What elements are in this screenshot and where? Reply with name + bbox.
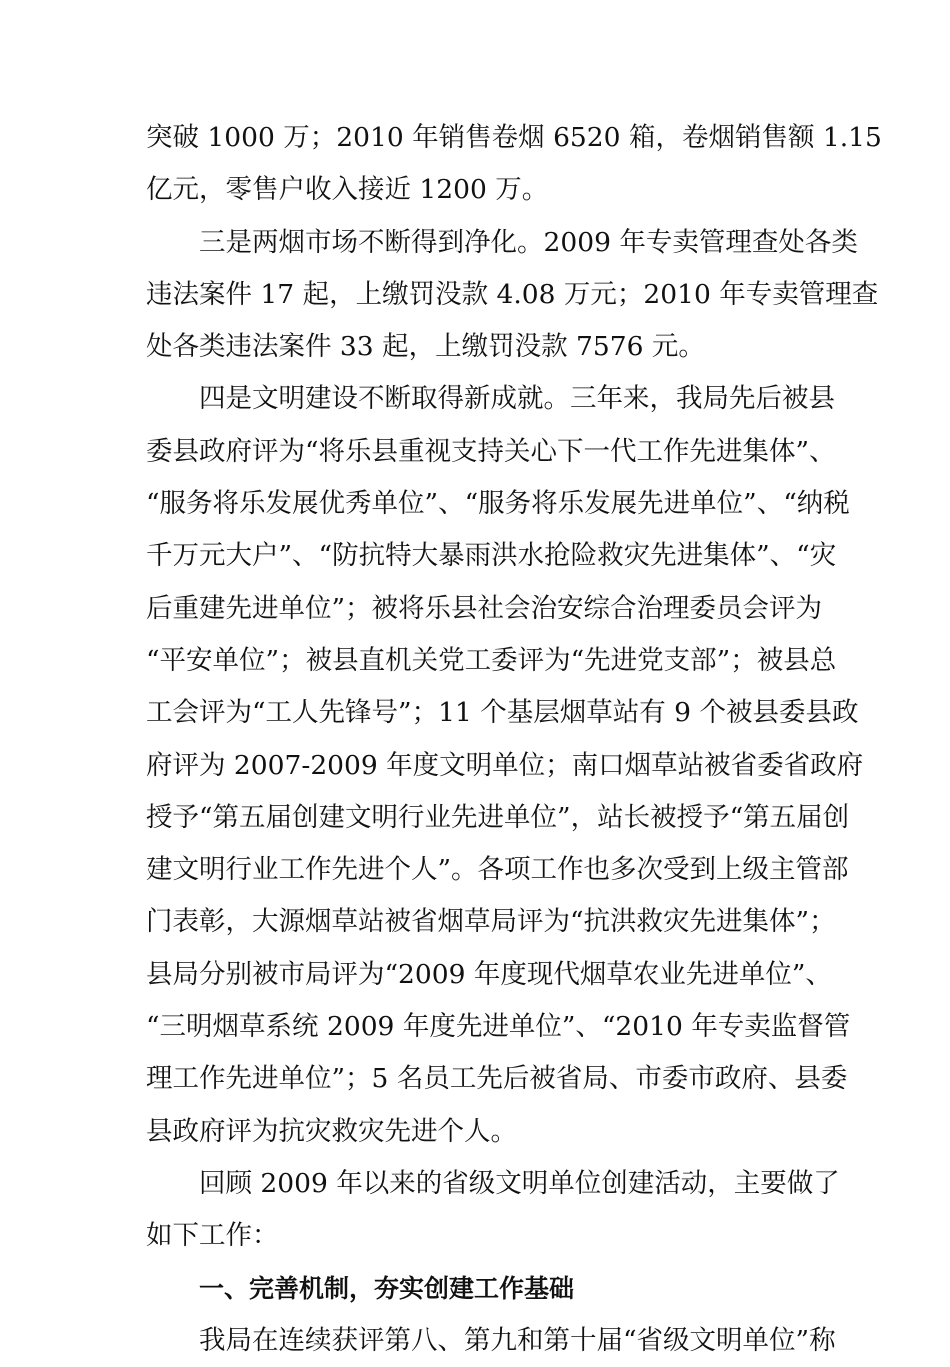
text-line-14: 授予“第五届创建文明行业先进单位”，站长被授予“第五届创 — [146, 801, 850, 833]
text-line-6: 四是文明建设不断取得新成就。三年来，我局先后被县 — [199, 383, 835, 415]
text-line-21: 回顾 2009 年以来的省级文明单位创建活动，主要做了 — [199, 1167, 840, 1199]
text-line-18: “三明烟草系统 2009 年度先进单位”、“2010 年专卖监督管 — [146, 1011, 851, 1043]
text-line-22: 如下工作： — [146, 1220, 279, 1252]
text-line-16: 门表彰，大源烟草站被省烟草局评为“抗洪救灾先进集体”； — [146, 906, 836, 938]
text-line-7: 委县政府评为“将乐县重视支持关心下一代工作先进集体”、 — [146, 435, 836, 467]
text-line-17: 县局分别被市局评为“2009 年度现代烟草农业先进单位”、 — [146, 958, 832, 990]
text-line-1: 突破 1000 万；2010 年销售卷烟 6520 箱，卷烟销售额 1.15 — [146, 122, 882, 153]
text-line-12: 工会评为“工人先锋号”；11 个基层烟草站有 9 个被县委县政 — [146, 697, 859, 729]
text-line-20: 县政府评为抗灾救灾先进个人。 — [146, 1115, 517, 1147]
text-line-4: 违法案件 17 起，上缴罚没款 4.08 万元；2010 年专卖管理查 — [146, 278, 879, 310]
text-line-2: 亿元，零售户收入接近 1200 万。 — [146, 174, 549, 206]
text-line-10: 后重建先进单位”；被将乐县社会治安综合治理委员会评为 — [146, 592, 823, 624]
text-line-8: “服务将乐发展优秀单位”、“服务将乐发展先进单位”、“纳税 — [146, 488, 850, 520]
section-heading: 一、完善机制，夯实创建工作基础 — [199, 1273, 575, 1303]
text-line-24: 我局在连续获评第八、第九和第十届“省级文明单位”称 — [199, 1324, 836, 1356]
text-line-5: 处各类违法案件 33 起，上缴罚没款 7576 元。 — [146, 331, 705, 363]
text-line-11: “平安单位”；被县直机关党工委评为“先进党支部”；被县总 — [146, 644, 837, 676]
text-line-15: 建文明行业工作先进个人”。各项工作也多次受到上级主管部 — [146, 854, 849, 886]
text-line-13: 府评为 2007-2009 年度文明单位；南口烟草站被省委省政府 — [146, 749, 864, 781]
document-body — [146, 112, 882, 1367]
text-line-3: 三是两烟市场不断得到净化。2009 年专卖管理查处各类 — [199, 226, 858, 258]
text-line-9: 千万元大户”、“防抗特大暴雨洪水抢险救灾先进集体”、“灾 — [146, 540, 837, 572]
text-line-19: 理工作先进单位”；5 名员工先后被省局、市委市政府、县委 — [146, 1063, 848, 1095]
